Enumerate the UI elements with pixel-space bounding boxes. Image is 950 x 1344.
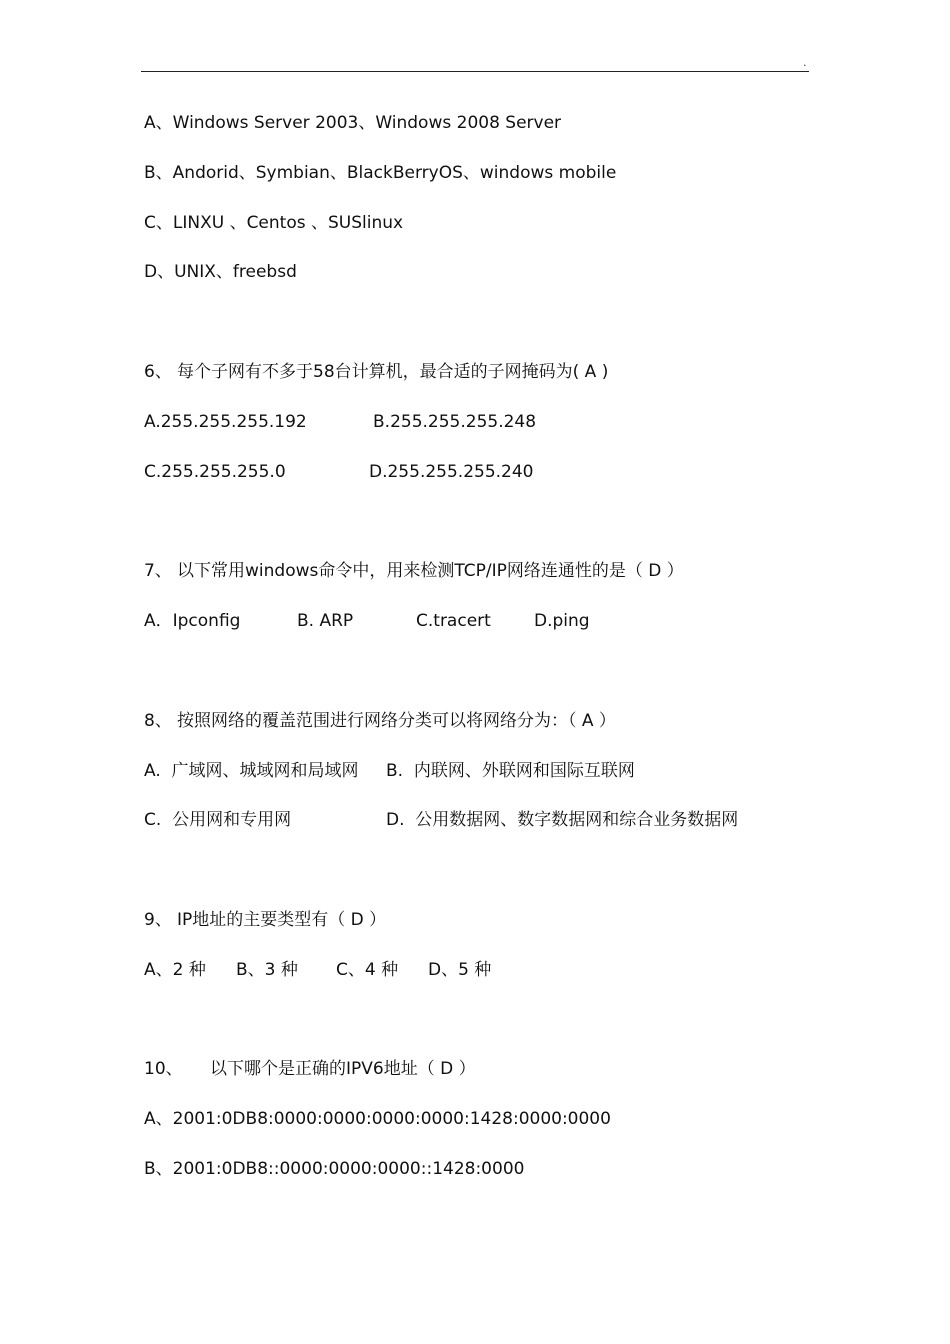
q9-option-b: B、3 种 xyxy=(236,960,298,980)
q10-stem: 以下哪个是正确的IPV6地址（ D ） xyxy=(210,1059,476,1079)
q6-option-b: B.255.255.255.248 xyxy=(373,412,537,432)
header-dot: . xyxy=(803,56,807,69)
q9-stem: IP地址的主要类型有（ D ） xyxy=(177,910,387,930)
q5-option-b: B、Andorid、Symbian、BlackBerryOS、windows mobile xyxy=(144,163,617,183)
q7-option-c: C.tracert xyxy=(416,611,491,631)
q6-option-a: A.255.255.255.192 xyxy=(144,412,307,432)
q7-option-d: D.ping xyxy=(534,611,590,631)
q6-stem: 每个子网有不多于58台计算机，最合适的子网掩码为( A ) xyxy=(177,362,609,382)
q9-option-a: A、2 种 xyxy=(144,960,206,980)
q10-option-a: A、2001:0DB8:0000:0000:0000:0000:1428:0000:0000 xyxy=(144,1109,611,1129)
q5-option-c: C、LINXU 、Centos 、SUSlinux xyxy=(144,213,404,233)
q8-number: 8、 xyxy=(144,711,172,731)
q8-option-c: C. 公用网和专用网 xyxy=(144,810,292,830)
q9-option-c: C、4 种 xyxy=(336,960,399,980)
q5-option-a: A、Windows Server 2003、Windows 2008 Server xyxy=(144,113,562,133)
q8-option-d: D. 公用数据网、数字数据网和综合业务数据网 xyxy=(386,810,739,830)
q7-stem: 以下常用windows命令中，用来检测TCP/IP网络连通性的是（ D ） xyxy=(177,561,684,581)
header-rule xyxy=(141,71,809,72)
q6-option-c: C.255.255.255.0 xyxy=(144,462,286,482)
q8-option-a: A. 广域网、城域网和局域网 xyxy=(144,761,359,781)
q9-option-d: D、5 种 xyxy=(428,960,492,980)
q10-number: 10、 xyxy=(144,1059,183,1079)
q10-option-b: B、2001:0DB8::0000:0000:0000::1428:0000 xyxy=(144,1159,525,1179)
q7-option-b: B. ARP xyxy=(297,611,354,631)
q5-option-d: D、UNIX、freebsd xyxy=(144,262,297,282)
q7-option-a: A．Ipconfig xyxy=(144,611,241,631)
q8-option-b: B. 内联网、外联网和国际互联网 xyxy=(386,761,635,781)
q6-number: 6、 xyxy=(144,362,172,382)
q6-option-d: D.255.255.255.240 xyxy=(369,462,534,482)
q9-number: 9、 xyxy=(144,910,172,930)
q8-stem: 按照网络的覆盖范围进行网络分类可以将网络分为：（ A ） xyxy=(177,711,616,731)
q7-number: 7、 xyxy=(144,561,172,581)
